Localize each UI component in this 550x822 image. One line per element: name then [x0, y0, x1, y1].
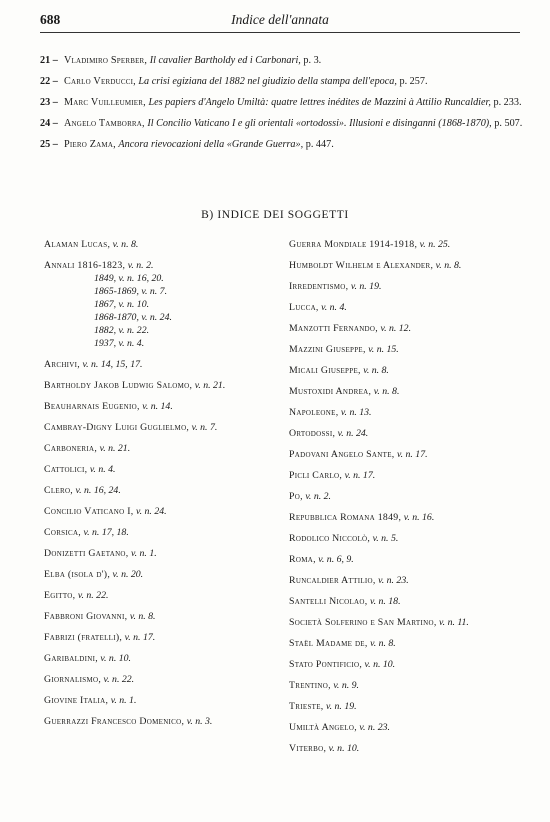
index-entry [44, 694, 264, 707]
entry-subject: Elba (isola d'), [44, 569, 111, 580]
entry-subject: Humboldt Wilhelm e Alexander, [289, 260, 434, 271]
entry-subject: Picli Carlo, [289, 470, 343, 481]
reference-item [40, 138, 524, 152]
entry-subject: Giornalismo, [44, 674, 102, 685]
entry-reference: v. n. 7. [191, 422, 218, 433]
entry-reference: v. n. 8. [373, 386, 400, 397]
index-entry [289, 742, 517, 755]
entry-reference: v. n. 5. [372, 533, 399, 544]
index-entry [289, 448, 517, 461]
index-entry [289, 637, 517, 650]
index-entry [289, 679, 517, 692]
entry-subject: Umiltà Angelo, [289, 722, 357, 733]
entry-subject: Giovine Italia, [44, 695, 109, 706]
entry-subject: Po, [289, 491, 303, 502]
entry-subject: Cattolici, [44, 464, 88, 475]
entry-subject: Beauharnais Eugenio, [44, 401, 140, 412]
entry-subject: Stato Pontificio, [289, 659, 363, 670]
section-heading: B) INDICE DEI SOGGETTI [201, 209, 349, 221]
index-entry [44, 505, 264, 518]
index-entry [289, 574, 517, 587]
reference-number: 24 – [40, 118, 58, 129]
index-entry [44, 526, 264, 539]
entry-reference: v. n. 15. [368, 344, 399, 355]
entry-subject: Cambray-Digny Luigi Guglielmo, [44, 422, 190, 433]
entry-reference: v. n. 17, 18. [83, 527, 129, 538]
entry-reference: v. n. 1. [131, 548, 157, 559]
page-header [40, 10, 520, 33]
entry-reference: v. n. 6, 9. [318, 554, 354, 565]
index-entry [289, 343, 517, 356]
entry-reference: v. n. 17. [124, 632, 156, 643]
index-entry [289, 469, 517, 482]
entry-subject: Egitto, [44, 590, 76, 601]
entry-reference: v. n. 24. [136, 506, 167, 517]
entry-subject: Staël Madame de, [289, 638, 368, 649]
entry-subject: Garibaldini, [44, 653, 98, 664]
entry-subject: Carboneria, [44, 443, 98, 454]
entry-reference: v. n. 10. [100, 653, 131, 664]
index-entry [44, 631, 264, 644]
entry-reference: v. n. 2. [127, 260, 154, 271]
entry-reference: v. n. 8. [129, 611, 156, 622]
entry-reference: v. n. 21. [99, 443, 131, 454]
entry-subject: Annali 1816-1823, [44, 260, 126, 271]
subject-index-left-column [44, 238, 264, 736]
reference-title: Ancora rievocazioni della «Grande Guerra», [118, 139, 304, 150]
entry-reference: v. n. 16, 24. [75, 485, 121, 496]
index-entry [44, 652, 264, 665]
reference-author: Angelo Tamborra, [64, 118, 145, 129]
index-entry [44, 442, 264, 455]
index-entry [44, 421, 264, 434]
entry-subject: Bartholdy Jakob Ludwig Salomo, [44, 380, 193, 391]
reference-title: La crisi egiziana del 1882 nel giudizio della stampa dell'epoca, [138, 76, 397, 87]
index-entry [289, 721, 517, 734]
index-entry [289, 301, 517, 314]
reference-item [40, 75, 524, 89]
reference-page: p. 257. [399, 76, 428, 87]
entry-subject: Trentino, [289, 680, 331, 691]
index-entry [289, 322, 517, 335]
entry-reference: v. n. 3. [186, 716, 213, 727]
entry-reference: v. n. 14, 15, 17. [82, 359, 143, 370]
index-entry [44, 547, 264, 560]
entry-reference: v. n. 23. [359, 722, 390, 733]
index-entry [289, 238, 517, 251]
subject-index-right-column [289, 238, 517, 763]
index-entry [289, 385, 517, 398]
entry-subject: Corsica, [44, 527, 82, 538]
reference-title: Les papiers d'Angelo Umiltà: quatre lettres inédites de Mazzini à Attilio Runcaldier, [148, 97, 491, 108]
entry-subject: Lucca, [289, 302, 319, 313]
entry-reference: v. n. 20. [112, 569, 144, 580]
index-entry [289, 553, 517, 566]
entry-reference: v. n. 17. [344, 470, 376, 481]
entry-reference: v. n. 2. [305, 491, 331, 502]
entry-reference: v. n. 22. [103, 674, 135, 685]
entry-reference: v. n. 16. [403, 512, 435, 523]
entry-subject: Trieste, [289, 701, 324, 712]
entry-reference: v. n. 25. [419, 239, 451, 250]
entry-reference: v. n. 22. [77, 590, 109, 601]
entry-reference: v. n. 19. [350, 281, 382, 292]
entry-subject: Archivi, [44, 359, 81, 370]
entry-reference: v. n. 21. [194, 380, 226, 391]
entry-subject: Ortodossi, [289, 428, 336, 439]
entry-reference: v. n. 13. [340, 407, 372, 418]
reference-page: p. 447. [305, 139, 334, 150]
index-entry [289, 280, 517, 293]
entry-reference: v. n. 14. [142, 401, 173, 412]
index-entry [44, 484, 264, 497]
entry-reference: v. n. 4. [89, 464, 116, 475]
entry-subject: Runcaldier Attilio, [289, 575, 376, 586]
article-references [40, 54, 524, 159]
entry-subject: Rodolico Niccolò, [289, 533, 371, 544]
entry-reference: v. n. 12. [380, 323, 412, 334]
entry-subject: Padovani Angelo Sante, [289, 449, 395, 460]
index-entry [44, 568, 264, 581]
entry-reference: v. n. 11. [439, 617, 469, 628]
entry-subject: Fabrizi (fratelli), [44, 632, 123, 643]
entry-subitem: 1867, v. n. 10. [94, 299, 150, 310]
entry-subitem: 1937, v. n. 4. [94, 338, 145, 349]
entry-reference: v. n. 17. [396, 449, 428, 460]
entry-subject: Roma, [289, 554, 316, 565]
entry-subject: Santelli Nicolao, [289, 596, 368, 607]
index-entry [44, 610, 264, 623]
index-entry [44, 715, 264, 728]
index-entry [44, 259, 264, 350]
entry-reference: v. n. 24. [337, 428, 369, 439]
entry-subject: Viterbo, [289, 743, 327, 754]
reference-author: Carlo Verducci, [64, 76, 136, 87]
index-entry [289, 700, 517, 713]
entry-reference: v. n. 9. [333, 680, 359, 691]
reference-page: p. 3. [303, 55, 322, 66]
reference-number: 21 – [40, 55, 58, 66]
index-entry [289, 595, 517, 608]
entry-reference: v. n. 8. [363, 365, 389, 376]
reference-author: Marc Vuilleumier, [64, 97, 146, 108]
index-entry [44, 589, 264, 602]
index-entry [289, 427, 517, 440]
entry-subject: Napoleone, [289, 407, 339, 418]
index-entry [289, 259, 517, 272]
entry-reference: v. n. 8. [112, 239, 139, 250]
entry-subitem: 1868-1870, v. n. 24. [94, 312, 172, 323]
reference-author: Vladimiro Sperber, [64, 55, 148, 66]
entry-subject: Guerra Mondiale 1914-1918, [289, 239, 418, 250]
index-entry [289, 364, 517, 377]
entry-subject: Irredentismo, [289, 281, 349, 292]
entry-subject: Concilio Vaticano I, [44, 506, 134, 517]
entry-reference: v. n. 18. [369, 596, 401, 607]
reference-item [40, 96, 524, 110]
entry-subject: Alaman Lucas, [44, 239, 111, 250]
reference-item [40, 117, 524, 131]
entry-reference: v. n. 10. [364, 659, 396, 670]
entry-reference: v. n. 10. [328, 743, 360, 754]
index-entry [44, 400, 264, 413]
reference-author: Piero Zama, [64, 139, 116, 150]
index-entry [44, 673, 264, 686]
running-title: Indice dell'annata [231, 12, 329, 27]
entry-subject: Società Solferino e San Martino, [289, 617, 437, 628]
entry-subject: Fabbroni Giovanni, [44, 611, 128, 622]
reference-title: Il cavalier Bartholdy ed i Carbonari, [149, 55, 301, 66]
entry-reference: v. n. 1. [110, 695, 137, 706]
entry-reference: v. n. 8. [435, 260, 462, 271]
entry-subject: Clero, [44, 485, 74, 496]
entry-subitem: 1882, v. n. 22. [94, 325, 150, 336]
entry-reference: v. n. 19. [326, 701, 357, 712]
entry-subject: Donizetti Gaetano, [44, 548, 129, 559]
reference-number: 23 – [40, 97, 58, 108]
index-entry [289, 511, 517, 524]
entry-reference: v. n. 23. [378, 575, 409, 586]
entry-reference: v. n. 8. [370, 638, 396, 649]
index-entry [44, 463, 264, 476]
entry-subitem: 1849, v. n. 16, 20. [94, 273, 164, 284]
index-entry [44, 238, 264, 251]
entry-reference: v. n. 4. [321, 302, 347, 313]
reference-number: 22 – [40, 76, 58, 87]
entry-subitem: 1865-1869, v. n. 7. [94, 286, 168, 297]
entry-subject: Guerrazzi Francesco Domenico, [44, 716, 185, 727]
entry-subject: Repubblica Romana 1849, [289, 512, 402, 523]
index-entry [289, 616, 517, 629]
index-entry [289, 532, 517, 545]
index-entry [289, 490, 517, 503]
entry-subject: Manzotti Fernando, [289, 323, 379, 334]
index-entry [44, 358, 264, 371]
entry-subject: Micali Giuseppe, [289, 365, 361, 376]
reference-page: p. 507. [494, 118, 523, 129]
page-number: 688 [40, 12, 61, 27]
reference-page: p. 233. [493, 97, 522, 108]
entry-subject: Mazzini Giuseppe, [289, 344, 366, 355]
reference-number: 25 – [40, 139, 58, 150]
index-entry [289, 406, 517, 419]
entry-subject: Mustoxidi Andrea, [289, 386, 372, 397]
reference-item [40, 54, 524, 68]
index-entry [289, 658, 517, 671]
index-entry [44, 379, 264, 392]
reference-title: Il Concilio Vaticano I e gli orientali «ortodossi». Illusioni e disinganni (1868-1870), [147, 118, 492, 129]
